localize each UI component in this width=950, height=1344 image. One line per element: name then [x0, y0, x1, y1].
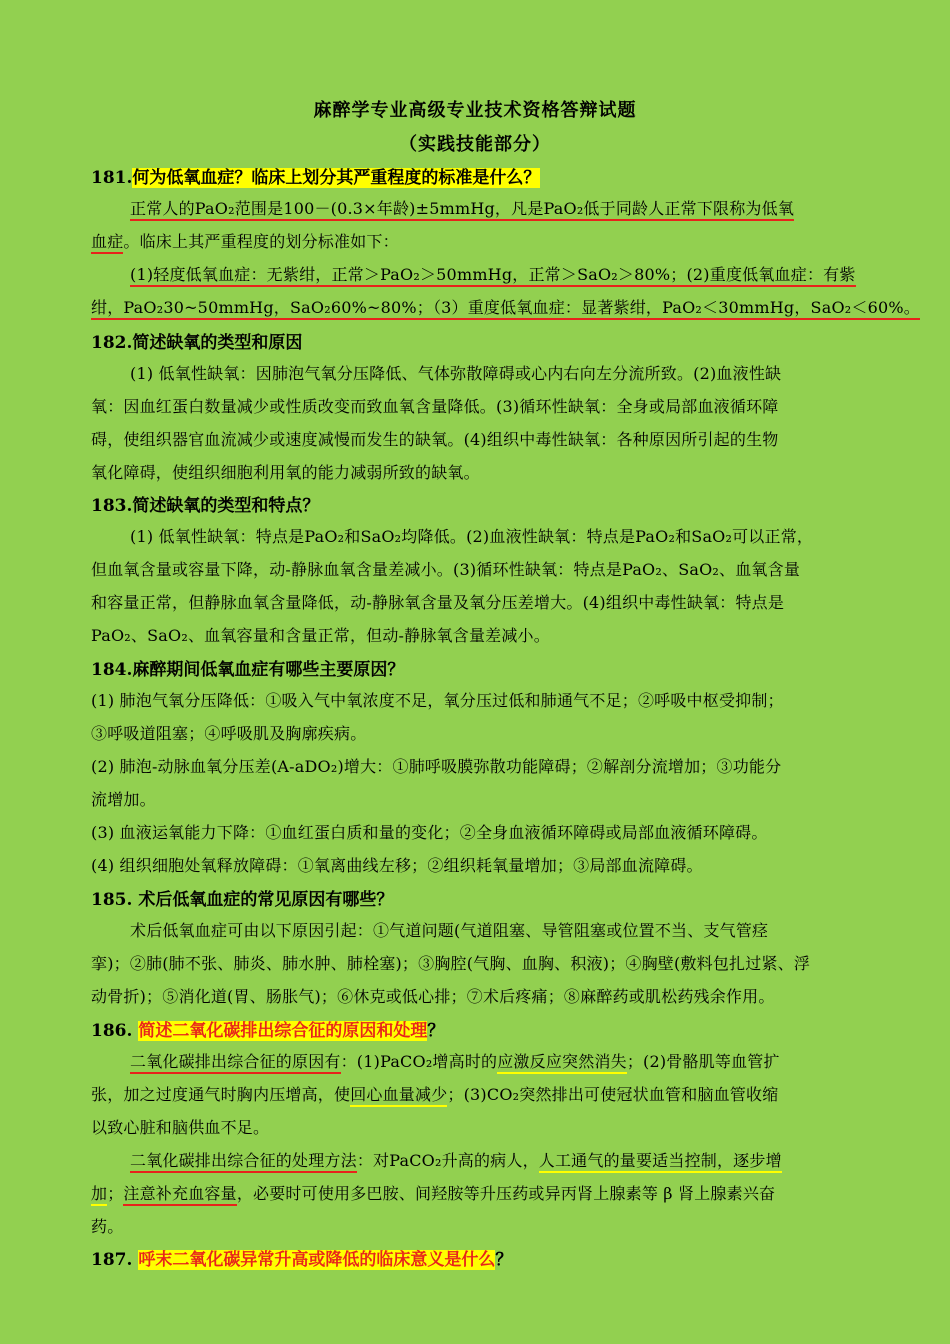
answer-line: 但血氧含量或容量下降，动-静脉血氧含量差减小。(3)循环性缺氧：特点是PaO₂、SaO₂、血氧含量: [91, 560, 801, 579]
answer-line: 药。: [91, 1217, 124, 1236]
answer-text: ；: [107, 1184, 124, 1203]
answer-line: (2) 肺泡-动脉血氧分压差(A-aDO₂)增大：①肺呼吸膜弥散功能障碍；②解剖分流增加；③功能分: [91, 757, 782, 776]
question-text: 简述二氧化碳排出综合征的原因和处理: [138, 1021, 428, 1041]
answer-line: 流增加。: [91, 790, 156, 809]
question-number: 181.: [91, 168, 133, 188]
answer-line: [91, 1082, 886, 1105]
answer-text: ：对PaCO₂升高的病人，: [356, 1151, 539, 1170]
question-181: [91, 163, 540, 188]
underlined-text: 二氧化碳排出综合征的原因有: [130, 1052, 341, 1074]
answer-line: ③呼吸道阻塞；④呼吸肌及胸廓疾病。: [91, 724, 367, 743]
answer-line: 挛)；②肺(肺不张、肺炎、肺水肿、肺栓塞)；③胸腔(气胸、血胸、积液)；④胸壁(敷料包扎过紧、浮: [91, 954, 811, 973]
question-mark: ？: [495, 1250, 513, 1270]
answer-line: [130, 196, 886, 219]
answer-text: 。临床上其严重程度的划分标准如下：: [123, 232, 399, 251]
document-title: 麻醉学专业高级专业技术资格答辩试题: [313, 100, 637, 121]
answer-line: 动骨折)；⑤消化道(胃、肠胀气)；⑥休克或低心排；⑦术后疼痛；⑧麻醉药或肌松药残余作用。: [91, 987, 775, 1006]
question-number: 187.: [91, 1250, 139, 1270]
question-number: 186.: [91, 1021, 139, 1041]
question-mark: ？: [427, 1021, 445, 1041]
underlined-text: (1)轻度低氧血症：无紫绀，正常＞PaO₂＞50mmHg，正常＞SaO₂＞80%；(2)重度低氧血症：有紫: [130, 265, 856, 287]
question-184: 184.麻醉期间低氧血症有哪些主要原因？: [91, 660, 405, 680]
underlined-text: 绀，PaO₂30~50mmHg，SaO₂60%~80%；（3）重度低氧血症：显著紫绀，PaO₂＜30mmHg，SaO₂＜60%。: [91, 298, 920, 320]
answer-line: [91, 1181, 886, 1204]
underlined-text: 血症: [91, 232, 123, 254]
answer-line: [130, 1148, 886, 1171]
answer-line: PaO₂、SaO₂、血氧容量和含量正常，但动-静脉氧含量差减小。: [91, 626, 550, 645]
question-182: 182.简述缺氧的类型和原因: [91, 333, 303, 353]
answer-text: ，必要时可使用多巴胺、间羟胺等升压药或异丙肾上腺素等 β 肾上腺素兴奋: [236, 1184, 776, 1203]
document-subtitle: （实践技能部分）: [399, 134, 551, 155]
answer-line: [130, 262, 886, 285]
answer-line: (3) 血液运氧能力下降：①血红蛋白质和量的变化；②全身血液循环障碍或局部血液循环障碍。: [91, 823, 768, 842]
question-183: 183.简述缺氧的类型和特点？: [91, 496, 320, 516]
question-186: [91, 1016, 444, 1041]
question-text: 何为低氧血症？临床上划分其严重程度的标准是什么？: [132, 168, 541, 188]
question-187: [91, 1245, 512, 1270]
answer-text: ；(2)骨骼肌等血管扩: [626, 1052, 780, 1071]
answer-line: (1) 低氧性缺氧：特点是PaO₂和SaO₂均降低。(2)血液性缺氧：特点是PaO₂和SaO₂可以正常，: [130, 527, 814, 546]
answer-line: (4) 组织细胞处氧释放障碍：①氧离曲线左移；②组织耗氧量增加；③局部血流障碍。: [91, 856, 703, 875]
underlined-text: 回心血量减少: [350, 1085, 447, 1107]
question-185: 185. 术后低氧血症的常见原因有哪些？: [91, 890, 394, 910]
answer-text: 张，加之过度通气时胸内压增高，使: [91, 1085, 351, 1104]
question-text: 呼末二氧化碳异常升高或降低的临床意义是什么: [138, 1250, 496, 1270]
answer-line: (1) 肺泡气氧分压降低：①吸入气中氧浓度不足，氧分压过低和肺通气不足；②呼吸中枢受抑制；: [91, 691, 784, 710]
underlined-text: 人工通气的量要适当控制，逐步增: [539, 1151, 782, 1173]
answer-line: [91, 229, 886, 252]
answer-line: [91, 295, 920, 318]
answer-text: ；(3)CO₂突然排出可使冠状血管和脑血管收缩: [447, 1085, 779, 1104]
answer-line: (1) 低氧性缺氧：因肺泡气氧分压降低、气体弥散障碍或心内右向左分流所致。(2)血液性缺: [130, 364, 782, 383]
underlined-text: 二氧化碳排出综合征的处理方法: [130, 1151, 357, 1173]
underlined-text: 应激反应突然消失: [497, 1052, 627, 1074]
answer-line: 氧：因血红蛋白数量减少或性质改变而致血氧含量降低。(3)循环性缺氧：全身或局部血液循环障: [91, 397, 779, 416]
answer-line: [130, 1049, 886, 1072]
answer-line: 以致心脏和脑供血不足。: [91, 1118, 270, 1137]
underlined-text: 加: [91, 1184, 107, 1206]
answer-line: 氧化障碍，使组织细胞利用氧的能力减弱所致的缺氧。: [91, 463, 480, 482]
underlined-text: 正常人的PaO₂范围是100－(0.3×年龄)±5mmHg，凡是PaO₂低于同龄人正常下限称为低氧: [130, 199, 794, 221]
answer-line: 和容量正常，但静脉血氧含量降低，动-静脉氧含量及氧分压差增大。(4)组织中毒性缺氧：特点是: [91, 593, 785, 612]
answer-line: 术后低氧血症可由以下原因引起：①气道问题(气道阻塞、导管阻塞或位置不当、支气管痉: [130, 921, 769, 940]
answer-text: ：(1)PaCO₂增高时的: [340, 1052, 498, 1071]
answer-line: 碍，使组织器官血流减少或速度减慢而发生的缺氧。(4)组织中毒性缺氧：各种原因所引起的生物: [91, 430, 779, 449]
underlined-text: 注意补充血容量: [123, 1184, 236, 1206]
